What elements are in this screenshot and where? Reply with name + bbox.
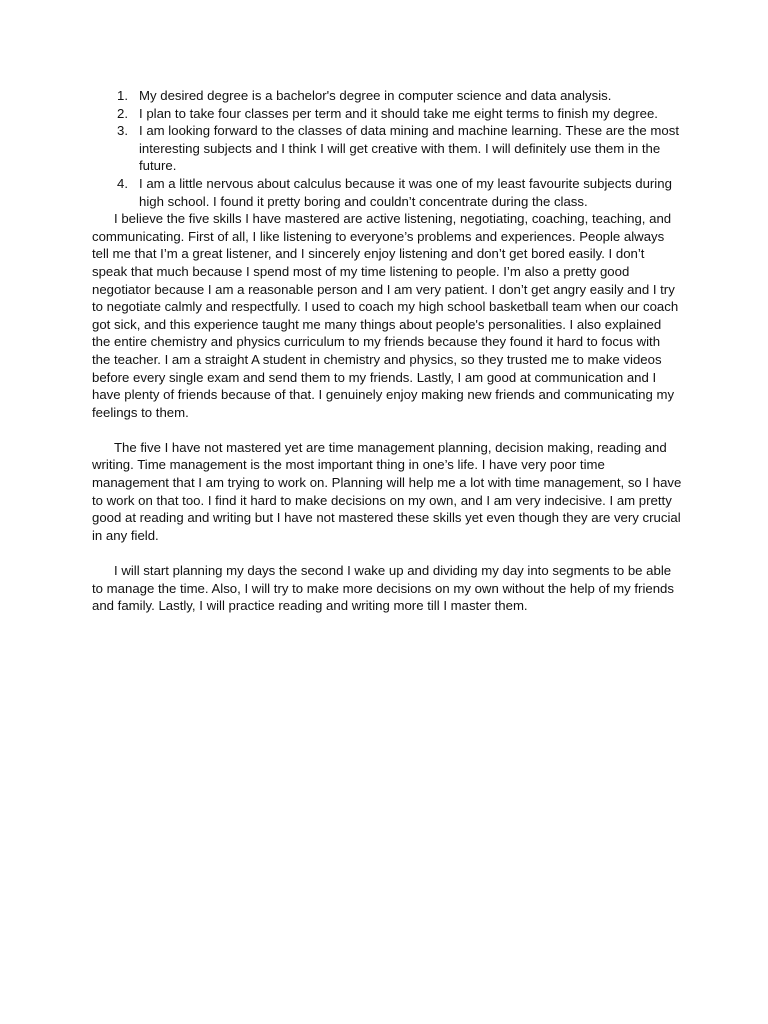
paragraph-improvement-plan: I will start planning my days the second I wake up and dividing my day into segments to be able to manage the time. Also, I will try to make more decisions on my own without the help of my friends and family. Lastly, I will practice reading and writing more till I master them. [92, 563, 674, 614]
list-item-text: My desired degree is a bachelor's degree in computer science and data analysis. [139, 88, 612, 103]
goals-list [92, 87, 682, 210]
paragraph-skills-mastered: I believe the five skills I have mastered are active listening, negotiating, coaching, teaching, and communicating. First of all, I like listening to everyone’s problems and experiences. People always tell me that I’m a great listener, and I sincerely enjoy listening and don’t get bored easily. I don’t speak that much because I spend most of my time listening to people. I’m also a pretty good negotiator because I am a reasonable person and I am very patient. I don’t get angry easily and I try to negotiate calmly and respectfully. I used to coach my high school basketball team when our coach got sick, and this experience taught me many things about people's personalities. I also explained the entire chemistry and physics curriculum to my friends because they found it hard to focus with the teacher. I am a straight A student in chemistry and physics, so they trusted me to make videos before every single exam and send them to my friends. Lastly, I am good at communication and I have plenty of friends because of that. I genuinely enjoy making new friends and communicating my feelings to them. [92, 211, 679, 420]
list-item-number: 2. [117, 105, 128, 121]
list-item [92, 122, 682, 175]
list-item-text: I am looking forward to the classes of data mining and machine learning. These are the most interesting subjects and I think I will get creative with them. I will definitely use them in the future. [139, 123, 680, 174]
list-item-text: I plan to take four classes per term and it should take me eight terms to finish my degree. [139, 105, 658, 121]
list-item [92, 87, 682, 105]
paragraph-skills-not-mastered: The five I have not mastered yet are time management planning, decision making, reading and writing. Time management is the most important thing in one’s life. I have very poor time management that I am trying to work on. Planning will help me a lot with time management, so I have to work on that too. I find it hard to make decisions on my own, and I am very indecisive. I am pretty good at reading and writing but I have not mastered these skills yet even though they are very crucial in any field. [92, 439, 682, 543]
list-item-text: I am a little nervous about calculus because it was one of my least favourite subjects during high school. I found it pretty boring and couldn’t concentrate during the class. [139, 175, 672, 209]
list-item [92, 105, 682, 123]
list-item-number: 4. [117, 175, 128, 191]
list-item [92, 175, 682, 210]
document-body [92, 87, 682, 615]
list-item-number: 1. [117, 88, 128, 103]
list-item-number: 3. [117, 123, 128, 139]
